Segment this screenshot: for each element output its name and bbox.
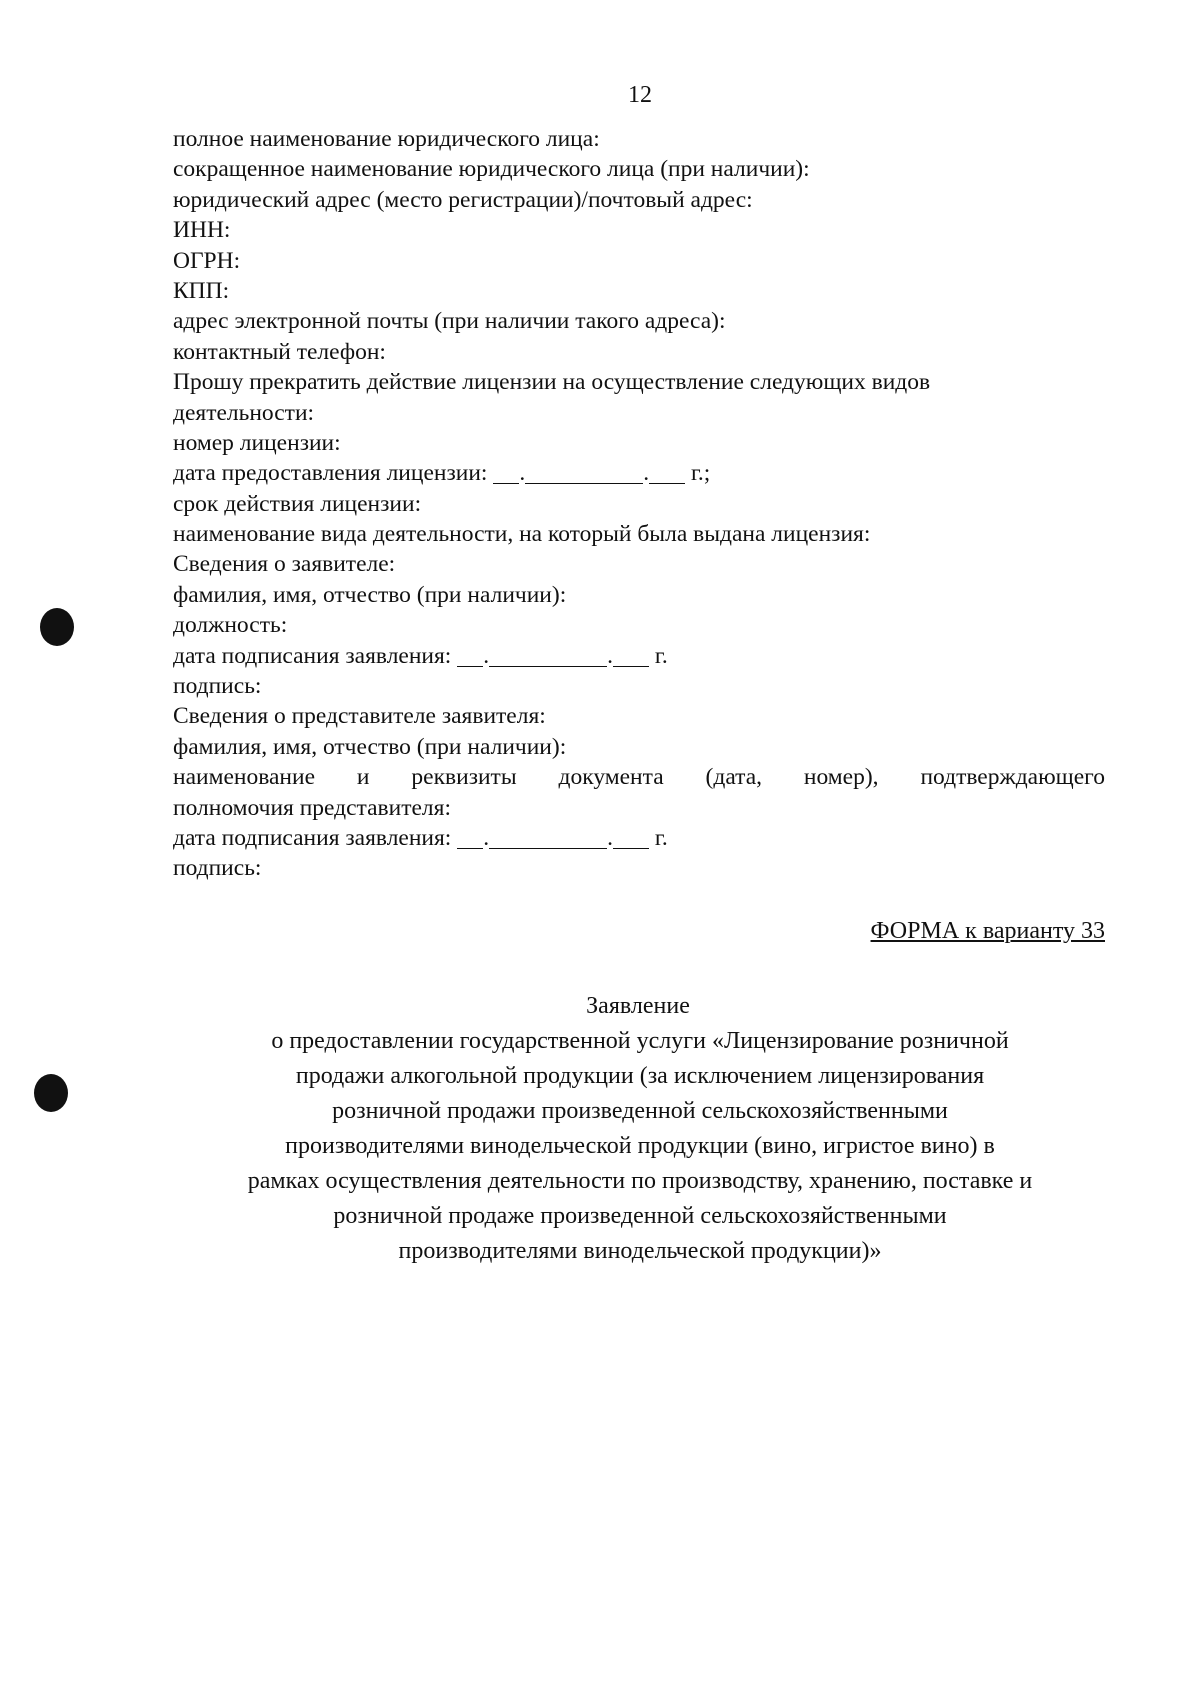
date-month-blank — [489, 644, 607, 667]
section-representative: Сведения о представителе заявителя: — [173, 703, 546, 730]
statement-heading: Заявление — [586, 993, 690, 1019]
field-applicant-sign-date: дата подписания заявления: . . г. — [173, 642, 668, 669]
date-month-blank — [525, 461, 643, 484]
date-day-blank — [493, 461, 519, 484]
date-month-blank — [489, 826, 607, 849]
field-applicant-position: должность: — [173, 612, 288, 639]
field-license-number: номер лицензии: — [173, 429, 341, 456]
field-email: адрес электронной почты (при наличии такого адреса): — [173, 308, 726, 335]
field-short-name: сокращенное наименование юридического лица (при наличии): — [173, 156, 810, 183]
field-label: дата подписания заявления: — [173, 642, 452, 669]
date-day-blank — [457, 826, 483, 849]
field-representative-signature: подпись: — [173, 855, 262, 882]
field-ogrn: ОГРН: — [173, 247, 241, 274]
subject-line: производителями винодельческой продукции)» — [398, 1238, 882, 1264]
statement-subject — [160, 1024, 1120, 1269]
date-day-blank — [457, 644, 483, 667]
date-suffix: г. — [654, 642, 668, 669]
field-inn: ИНН: — [173, 217, 231, 244]
field-representative-document: наименование и реквизиты документа (дата, номер), подтверждающего — [173, 764, 1105, 791]
date-year-blank — [613, 826, 649, 849]
field-applicant-signature: подпись: — [173, 673, 262, 700]
date-year-blank — [613, 644, 649, 667]
field-representative-name: фамилия, имя, отчество (при наличии): — [173, 733, 567, 760]
subject-line: о предоставлении государственной услуги «Лицензирование розничной — [271, 1028, 1009, 1054]
punch-hole — [34, 1074, 68, 1112]
section-applicant: Сведения о заявителе: — [173, 551, 396, 578]
field-full-name: полное наименование юридического лица: — [173, 126, 600, 152]
field-license-term: срок действия лицензии: — [173, 490, 422, 517]
date-year-blank — [649, 461, 685, 484]
field-legal-address: юридический адрес (место регистрации)/почтовый адрес: — [173, 186, 753, 213]
subject-line: рамках осуществления деятельности по производству, хранению, поставке и — [247, 1168, 1033, 1194]
form-title: ФОРМА к варианту 33 — [870, 918, 1105, 944]
field-label: дата подписания заявления: — [173, 824, 452, 851]
punch-hole — [40, 608, 74, 646]
subject-line: продажи алкогольной продукции (за исключением лицензирования — [295, 1063, 985, 1089]
field-applicant-name: фамилия, имя, отчество (при наличии): — [173, 581, 567, 608]
field-representative-sign-date: дата подписания заявления: . . г. — [173, 824, 668, 851]
field-license-issue-date: дата предоставления лицензии: . . г.; — [173, 460, 711, 487]
application-fields — [173, 124, 1105, 884]
page-number: 12 — [628, 82, 652, 108]
field-activity-type: наименование вида деятельности, на который была выдана лицензия: — [173, 521, 871, 548]
field-phone: контактный телефон: — [173, 338, 386, 365]
request-text-continued: деятельности: — [173, 399, 315, 426]
subject-line: розничной продажи произведенной сельскохозяйственными — [332, 1098, 948, 1124]
subject-line: розничной продаже произведенной сельскохозяйственными — [333, 1203, 947, 1229]
field-label: дата предоставления лицензии: — [173, 460, 488, 487]
date-suffix: г. — [654, 824, 668, 851]
request-text: Прошу прекратить действие лицензии на осуществление следующих видов — [173, 369, 931, 396]
date-suffix: г.; — [690, 460, 711, 487]
field-representative-authority: полномочия представителя: — [173, 794, 451, 821]
field-kpp: КПП: — [173, 277, 230, 304]
subject-line: производителями винодельческой продукции (вино, игристое вино) в — [285, 1133, 995, 1159]
